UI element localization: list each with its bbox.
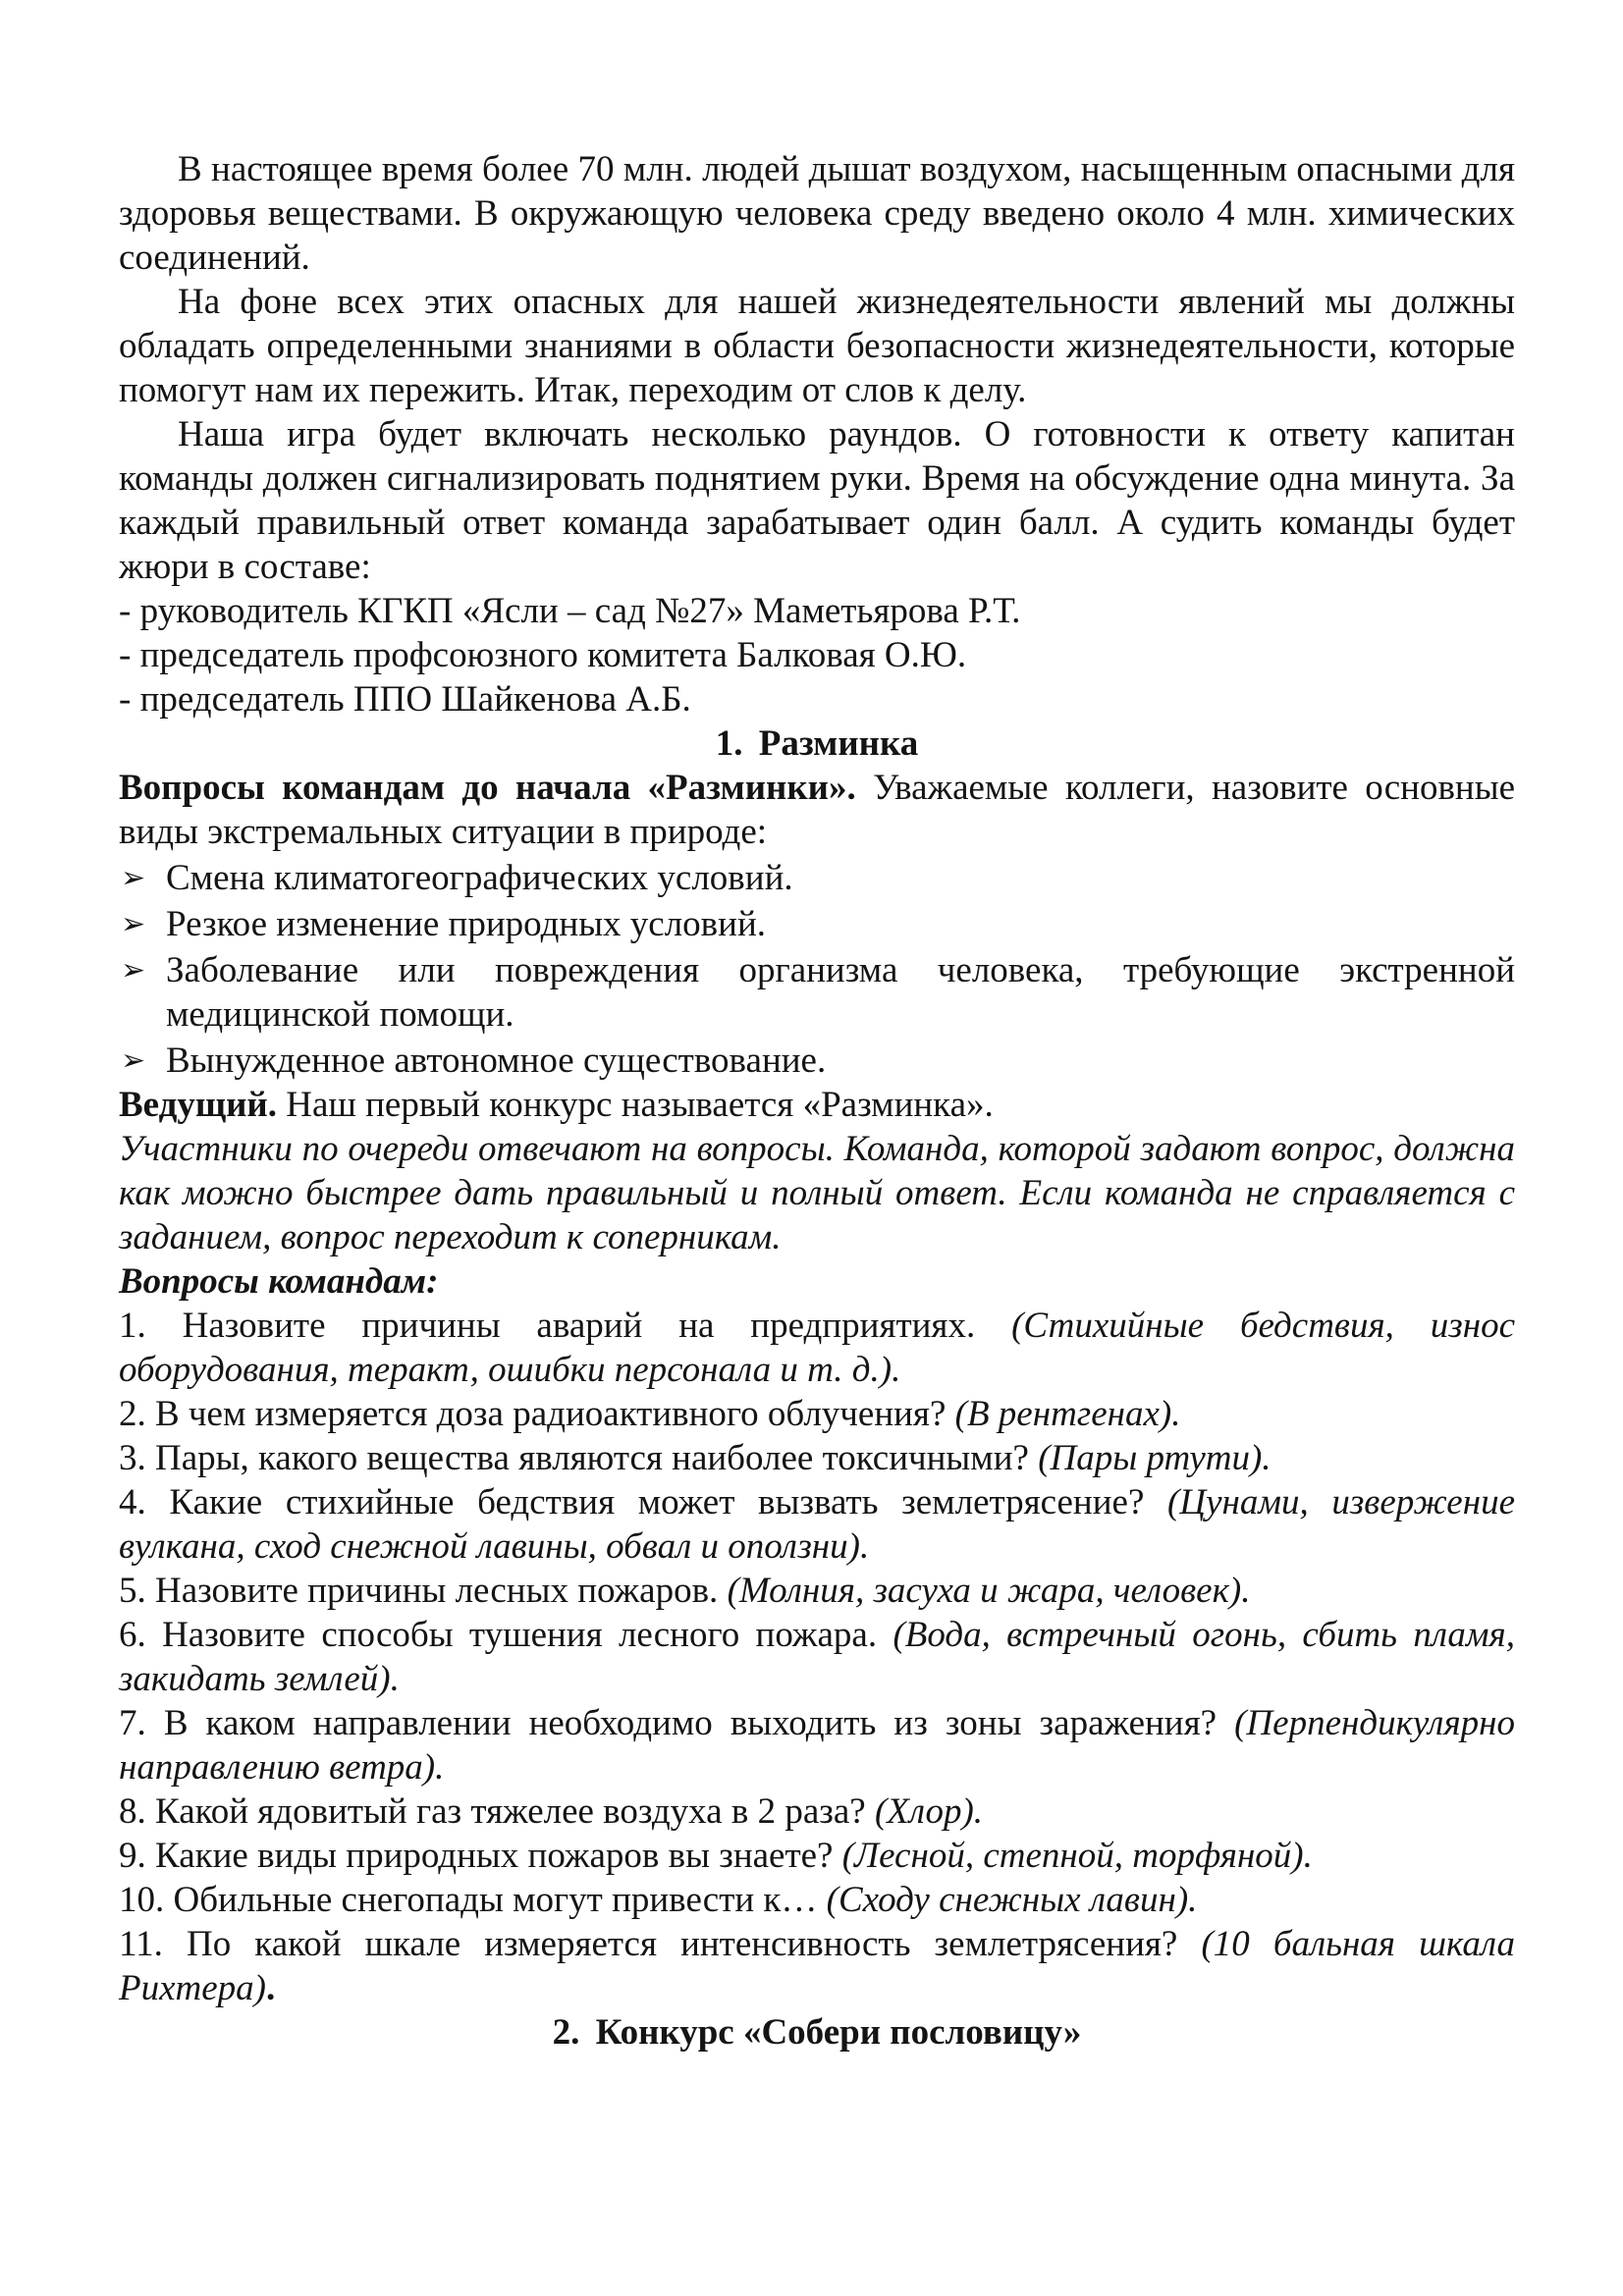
question-answer: (Лесной, степной, торфяной). <box>841 1836 1313 1876</box>
question-answer: (Молния, засуха и жара, человек). <box>727 1571 1251 1611</box>
question-item <box>119 1834 1515 1878</box>
host-line <box>119 1083 1515 1127</box>
questions-list <box>119 1304 1515 2010</box>
question-answer: (В рентгенах). <box>954 1394 1181 1434</box>
intro-paragraph-2: На фоне всех этих опасных для нашей жизнедеятельности явлений мы должны обладать определенными знаниями в области безопасности жизнедеятельности, которые помогут нам их пережить. Итак, переходим от слов к делу. <box>119 282 1515 410</box>
question-text: 10. Обильные снегопады могут привести к… <box>119 1880 827 1920</box>
question-answer: (Вода, встречный огонь, сбить пламя, закидать землей). <box>119 1615 1515 1699</box>
question-text: 6. Назовите способы тушения лесного пожара. <box>119 1615 893 1655</box>
host-label: Ведущий. <box>119 1085 277 1125</box>
question-answer: (Перпендикулярно направлению ветра). <box>119 1703 1515 1788</box>
question-answer: (Цунами, извержение вулкана, сход снежной лавины, обвал и оползни). <box>119 1482 1515 1567</box>
document-body <box>119 147 1515 2055</box>
list-item-text: Вынужденное автономное существование. <box>166 1041 827 1081</box>
host-text: Наш первый конкурс называется «Разминка». <box>276 1085 994 1125</box>
intro-paragraph-1: В настоящее время более 70 млн. людей дышат воздухом, насыщенным опасными для здоровья веществами. В окружающую человека среду введено около 4 млн. химических соединений. <box>119 149 1515 278</box>
questions-heading: Вопросы командам: <box>119 1261 439 1302</box>
question-answer: (Сходу снежных лавин). <box>826 1880 1198 1920</box>
intro-paragraph-3: Наша игра будет включать несколько раундов. О готовности к ответу капитан команды должен сигнализировать поднятием руки. Время на обсуждение одна минута. За каждый правильный ответ команда зарабатывает один балл. А судить команды будет жюри в составе: <box>119 414 1515 587</box>
question-answer: (Хлор). <box>874 1791 984 1832</box>
jury-member-2: - председатель профсоюзного комитета Балковая О.Ю. <box>119 635 967 675</box>
question-text: 2. В чем измеряется доза радиоактивного облучения? <box>119 1394 955 1434</box>
question-item <box>119 1304 1515 1392</box>
question-item <box>119 1878 1515 1922</box>
warmup-lead <box>119 766 1515 854</box>
section-2-title: Конкурс «Собери пословицу» <box>595 2012 1082 2053</box>
arrow-bullet-icon: ➢ <box>121 953 146 988</box>
question-text: 11. По какой шкале измеряется интенсивность землетрясения? <box>119 1924 1202 1964</box>
jury-member-3: - председатель ППО Шайкенова А.Б. <box>119 679 691 720</box>
extreme-situations-list <box>119 856 1515 1083</box>
question-text: 1. Назовите причины аварий на предприятиях. <box>119 1306 1012 1346</box>
list-item <box>119 1039 1515 1083</box>
warmup-lead-bold: Вопросы командам до начала «Разминки». <box>119 768 856 808</box>
question-item <box>119 1569 1515 1613</box>
question-text: 9. Какие виды природных пожаров вы знаете? <box>119 1836 842 1876</box>
question-item <box>119 1392 1515 1436</box>
question-answer: (Пары ртути). <box>1038 1438 1271 1478</box>
question-end-period: . <box>266 1968 276 2008</box>
contest-rules: Участники по очереди отвечают на вопросы. Команда, которой задают вопрос, должна как можно быстрее дать правильный и полный ответ. Если команда не справляется с заданием, вопрос переходит к соперникам. <box>119 1129 1515 1257</box>
question-text: 5. Назовите причины лесных пожаров. <box>119 1571 728 1611</box>
question-item <box>119 1701 1515 1789</box>
jury-member-1: - руководитель КГКП «Ясли – сад №27» Маметьярова Р.Т. <box>119 591 1021 631</box>
section-2-number: 2. <box>552 2012 580 2053</box>
question-item <box>119 1789 1515 1834</box>
question-text: 7. В каком направлении необходимо выходить из зоны заражения? <box>119 1703 1235 1743</box>
list-item-text: Заболевание или повреждения организма человека, требующие экстренной медицинской помощи. <box>166 950 1515 1035</box>
section-2-heading <box>119 2010 1515 2055</box>
question-item <box>119 1613 1515 1701</box>
question-answer: (10 бальная шкала Рихтера) <box>119 1924 1515 2008</box>
question-text: 4. Какие стихийные бедствия может вызвать землетрясение? <box>119 1482 1168 1522</box>
question-text: 3. Пары, какого вещества являются наиболее токсичными? <box>119 1438 1039 1478</box>
list-item <box>119 948 1515 1037</box>
question-item <box>119 1436 1515 1480</box>
section-1-heading <box>119 721 1515 766</box>
question-item <box>119 1480 1515 1569</box>
question-answer: (Стихийные бедствия, износ оборудования, теракт, ошибки персонала и т. д.). <box>119 1306 1515 1390</box>
arrow-bullet-icon: ➢ <box>121 861 146 895</box>
list-item <box>119 856 1515 900</box>
arrow-bullet-icon: ➢ <box>121 907 146 941</box>
section-1-title: Разминка <box>758 723 919 764</box>
warmup-lead-text: Уважаемые коллеги, назовите основные виды экстремальных ситуации в природе: <box>119 768 1515 852</box>
list-item-text: Резкое изменение природных условий. <box>166 904 767 944</box>
question-item <box>119 1922 1515 2010</box>
list-item <box>119 902 1515 946</box>
section-1-number: 1. <box>715 723 743 764</box>
list-item-text: Смена климатогеографических условий. <box>166 858 793 898</box>
question-text: 8. Какой ядовитый газ тяжелее воздуха в 2 раза? <box>119 1791 875 1832</box>
arrow-bullet-icon: ➢ <box>121 1043 146 1078</box>
